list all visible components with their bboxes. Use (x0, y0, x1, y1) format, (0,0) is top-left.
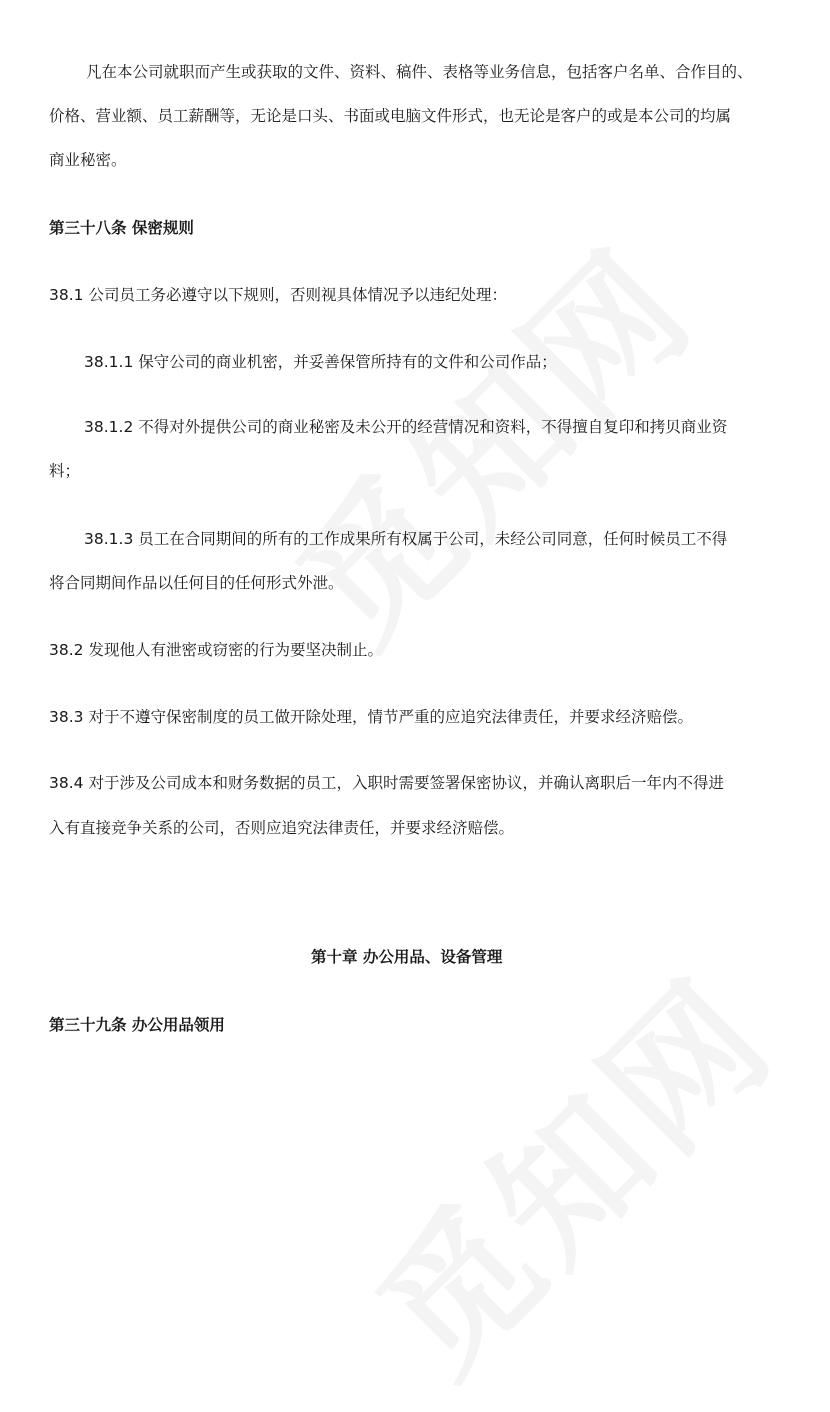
clause-text: 38.2 发现他人有泄密或窃密的行为要坚决制止。 (49, 641, 383, 659)
subclause-text: 38.1.3 员工在合同期间的所有的工作成果所有权属于公司，未经公司同意，任何时候员工不得 (84, 530, 728, 548)
chapter-heading: 第十章 办公用品、设备管理 (311, 948, 503, 966)
paragraph-line: 商业秘密。 (49, 151, 127, 169)
subclause-text: 将合同期间作品以任何目的任何形式外泄。 (49, 574, 344, 592)
watermark (323, 924, 811, 1412)
clause-text: 入有直接竞争关系的公司，否则应追究法律责任，并要求经济赔偿。 (49, 819, 515, 837)
subclause-text: 38.1.1 保守公司的商业机密，并妥善保管所持有的文件和公司作品； (84, 353, 557, 371)
watermark (243, 194, 731, 682)
subclause-text: 38.1.2 不得对外提供公司的商业秘密及未公开的经营情况和资料，不得擅自复印和拷贝商业资 (84, 418, 728, 436)
paragraph-line: 价格、营业额、员工薪酬等，无论是口头、书面或电脑文件形式，也无论是客户的或是本公司的均属 (49, 107, 732, 125)
subclause-text: 料； (49, 462, 81, 480)
article-heading: 第三十九条 办公用品领用 (49, 1016, 225, 1034)
clause-text: 38.1 公司员工务必遵守以下规则，否则视具体情况予以违纪处理： (49, 286, 507, 304)
paragraph-line: 凡在本公司就职而产生或获取的文件、资料、稿件、表格等业务信息，包括客户名单、合作目的、 (86, 63, 753, 81)
clause-text: 38.3 对于不遵守保密制度的员工做开除处理，情节严重的应追究法律责任，并要求经济赔偿。 (49, 708, 693, 726)
article-heading: 第三十八条 保密规则 (49, 219, 194, 237)
clause-text: 38.4 对于涉及公司成本和财务数据的员工，入职时需要签署保密协议，并确认离职后一年内不得进 (49, 774, 724, 792)
